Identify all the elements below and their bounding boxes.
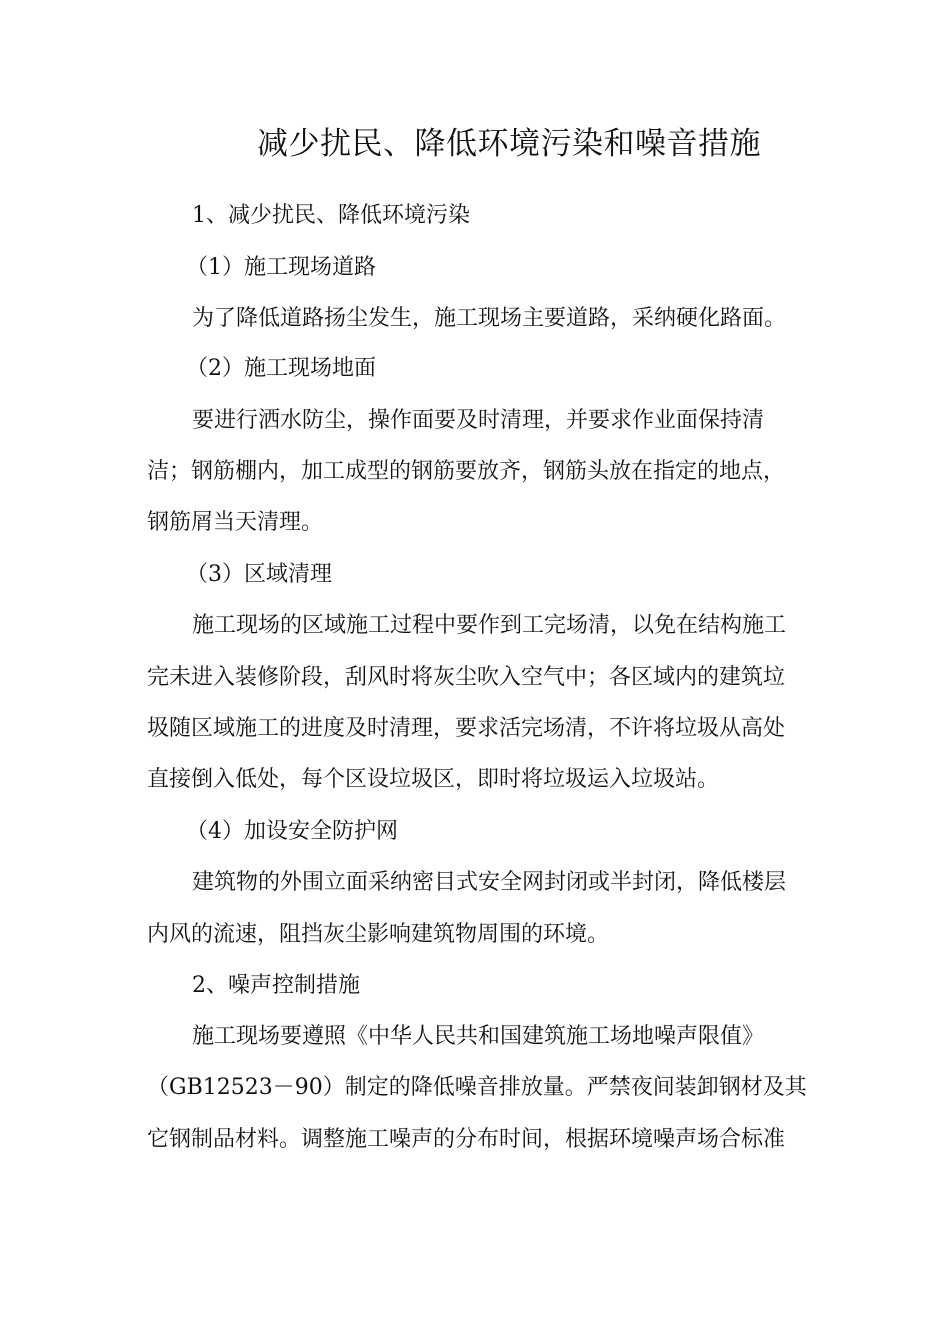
paragraph-line: 完未进入装修阶段，刮风时将灰尘吹入空气中；各区域内的建筑垃	[147, 665, 786, 690]
paragraph-line: 要进行洒水防尘，操作面要及时清理，并要求作业面保持清	[192, 408, 765, 433]
paragraph-line: 直接倒入低处，每个区设垃圾区，即时将垃圾运入垃圾站。	[147, 767, 720, 792]
subsection-heading-3: （3）区域清理	[186, 562, 332, 587]
paragraph-line: 内风的流速，阻挡灰尘影响建筑物周围的环境。	[147, 922, 610, 947]
subsection-heading-1: （1）施工现场道路	[186, 255, 376, 280]
subsection-heading-4: （4）加设安全防护网	[186, 819, 398, 844]
subsection-heading-2: （2）施工现场地面	[186, 356, 376, 381]
paragraph-line: （GB12523－90）制定的降低噪音排放量。严禁夜间装卸钢材及其	[147, 1075, 807, 1100]
paragraph-line: 施工现场的区域施工过程中要作到工完场清，以免在结构施工	[192, 613, 787, 638]
section-heading-1: 1、减少扰民、降低环境污染	[192, 203, 470, 228]
paragraph-line: 洁；钢筋棚内，加工成型的钢筋要放齐，钢筋头放在指定的地点，	[147, 459, 786, 484]
paragraph-line: 钢筋屑当天清理。	[147, 510, 324, 535]
paragraph-line: 圾随区域施工的进度及时清理，要求活完场清，不许将垃圾从高处	[147, 716, 786, 741]
paragraph-line: 为了降低道路扬尘发生，施工现场主要道路，采纳硬化路面。	[192, 306, 787, 331]
paragraph-line: 施工现场要遵照《中华人民共和国建筑施工场地噪声限值》	[192, 1024, 765, 1049]
section-heading-2: 2、噪声控制措施	[192, 973, 360, 998]
paragraph-line: 建筑物的外围立面采纳密目式安全网封闭或半封闭，降低楼层	[192, 870, 787, 895]
document-title: 减少扰民、降低环境污染和噪音措施	[257, 126, 761, 162]
paragraph-line: 它钢制品材料。调整施工噪声的分布时间，根据环境噪声场合标准	[147, 1127, 786, 1152]
